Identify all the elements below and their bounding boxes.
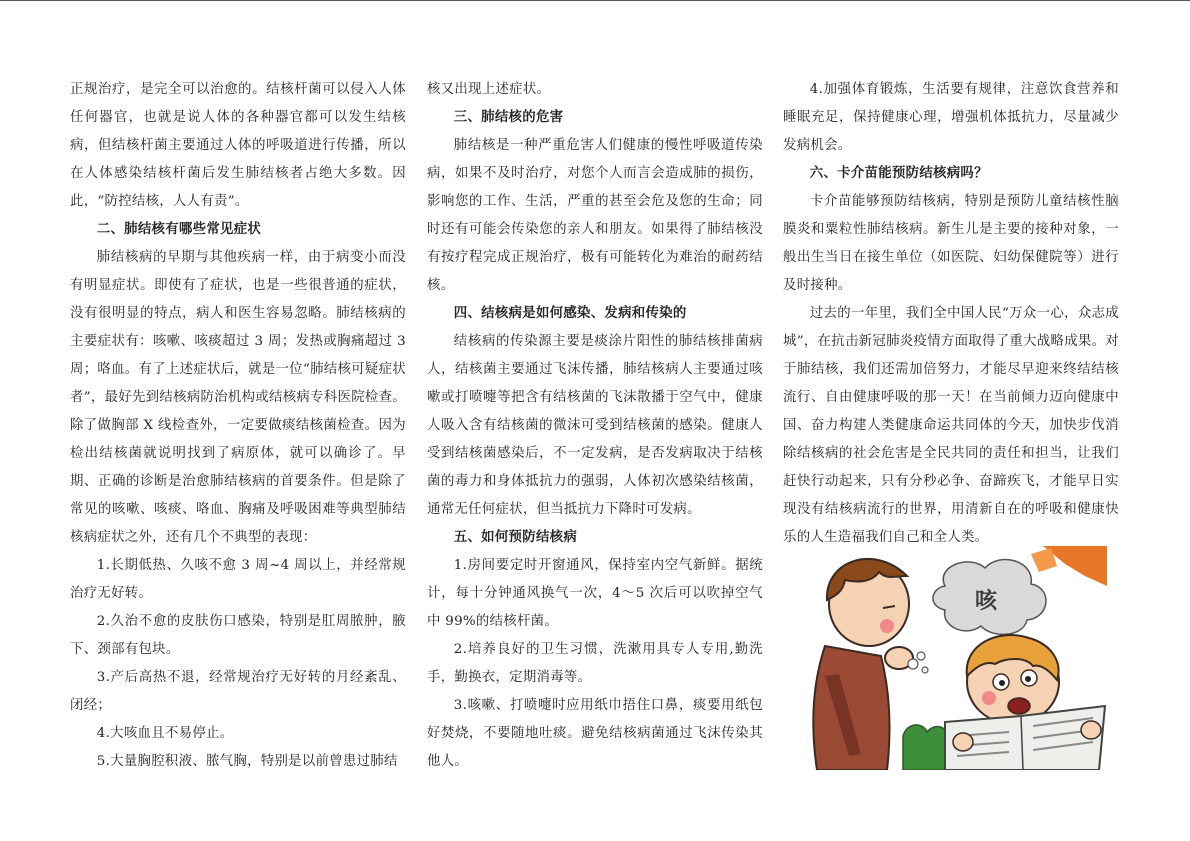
cough-text: 咳 bbox=[975, 589, 998, 614]
paragraph-intro-continued: 正规治疗，是完全可以治愈的。结核杆菌可以侵入人体任何器官，也就是说人体的各种器官都可以发生结核病，但结核杆菌主要通过人体的呼吸道进行传播，所以在人体感染结核杆菌后发生肺结核者占绝大多数。因此，“防控结核，人人有责”。 bbox=[70, 82, 406, 209]
list-item-symptom-5: 5.大量胸腔积液、脓气胸，特别是以前曾患过肺结 bbox=[96, 754, 398, 769]
top-border-line bbox=[0, 0, 1190, 1]
column-right bbox=[783, 76, 1119, 552]
paragraph-bcg: 卡介苗能够预防结核病，特别是预防儿童结核性脑膜炎和粟粒性肺结核病。新生儿是主要的接种对象，一般出生当日在接生单位（如医院、妇幼保健院等）进行及时接种。 bbox=[783, 194, 1119, 293]
section-heading-symptoms: 二、肺结核有哪些常见症状 bbox=[96, 222, 262, 237]
column-left bbox=[70, 76, 406, 776]
list-item-prevention-3: 3.咳嗽、打喷嚏时应用纸巾捂住口鼻，痰要用纸包好焚烧，不要随地吐痰。避免结核病菌通过飞沫传染其他人。 bbox=[427, 698, 763, 769]
section-heading-prevention: 五、如何预防结核病 bbox=[453, 530, 578, 545]
column-middle bbox=[427, 76, 763, 776]
list-item-symptom-1: 1.长期低热、久咳不愈 3 周~4 周以上，并经常规治疗无好转。 bbox=[70, 558, 406, 601]
list-item-symptom-4: 4.大咳血且不易停止。 bbox=[96, 726, 234, 741]
paragraph-harm: 肺结核是一种严重危害人们健康的慢性呼吸道传染病，如果不及时治疗，对您个人而言会造成肺的损伤，影响您的工作、生活，严重的甚至会危及您的生命；同时还有可能会传染您的亲人和朋友。如果得了肺结核没有按疗程完成正规治疗，极有可能转化为难治的耐药结核。 bbox=[427, 138, 763, 293]
paragraph-conclusion: 过去的一年里，我们全中国人民“万众一心，众志成城”，在抗击新冠肺炎疫情方面取得了重大战略成果。对于肺结核，我们还需加倍努力，才能尽早迎来终结结核流行、自由健康呼吸的那一天！在当前倾力迈向健康中国、奋力构建人类健康命运共同体的今天，加快步伐消除结核病的社会危害是全民共同的责任和担当，让我们赶快行动起来，只有分秒必争、奋蹄疾飞，才能早日实现没有结核病流行的世界，用清新自在的呼吸和健康快乐的人生造福我们自己和全人类。 bbox=[783, 306, 1119, 545]
list-item-prevention-4: 4.加强体育锻炼，生活要有规律，注意饮食营养和睡眠充足，保持健康心理，增强机体抵抗力，尽量减少发病机会。 bbox=[783, 82, 1119, 153]
section-heading-harm: 三、肺结核的危害 bbox=[453, 110, 564, 125]
list-item-prevention-1: 1.房间要定时开窗通风，保持室内空气新鲜。据统计，每十分钟通风换气一次，4～5 次后可以吹掉空气中 99%的结核杆菌。 bbox=[427, 558, 763, 629]
paragraph-symptoms: 肺结核病的早期与其他疾病一样，由于病变小而没有明显症状。即使有了症状，也是一些很普通的症状，没有很明显的特点，病人和医生容易忽略。肺结核病的主要症状有：咳嗽、咳痰超过 3 周；发热或胸痛超过 3 周；咯血。有了上述症状后，就是一位“肺结核可疑症状者”，最好先到结核病防治机构或结核病专科医院检查。除了做胸部 X 线检查外，一定要做痰结核菌检查。因为检出结核菌就说明找到了病原体，就可以确诊了。早期、正确的诊断是治愈肺结核病的首要条件。但是除了常见的咳嗽、咳痰、咯血、胸痛及呼吸困难等典型肺结核病症状之外，还有几个不典型的表现： bbox=[70, 250, 406, 545]
section-heading-infection: 四、结核病是如何感染、发病和传染的 bbox=[453, 306, 687, 321]
section-heading-bcg: 六、卡介苗能预防结核病吗？ bbox=[809, 166, 988, 181]
coughing-illustration bbox=[795, 546, 1107, 770]
paragraph-infection: 结核病的传染源主要是痰涂片阳性的肺结核排菌病人，结核菌主要通过飞沫传播，肺结核病人主要通过咳嗽或打喷嚏等把含有结核菌的飞沫散播于空气中，健康人吸入含有结核菌的微沫可受到结核菌的感染。健康人受到结核菌感染后，不一定发病，是否发病取决于结核菌的毒力和身体抵抗力的强弱，人体初次感染结核菌，通常无任何症状，但当抵抗力下降时可发病。 bbox=[427, 334, 763, 517]
paragraph-symptoms-continued: 核又出现上述症状。 bbox=[427, 82, 551, 97]
list-item-prevention-2: 2.培养良好的卫生习惯，洗漱用具专人专用,勤洗手，勤换衣，定期消毒等。 bbox=[427, 642, 763, 685]
list-item-symptom-2: 2.久治不愈的皮肤伤口感染，特别是肛周脓肿，腋下、颈部有包块。 bbox=[70, 614, 406, 657]
list-item-symptom-3: 3.产后高热不退，经常规治疗无好转的月经紊乱、闭经； bbox=[70, 670, 406, 713]
